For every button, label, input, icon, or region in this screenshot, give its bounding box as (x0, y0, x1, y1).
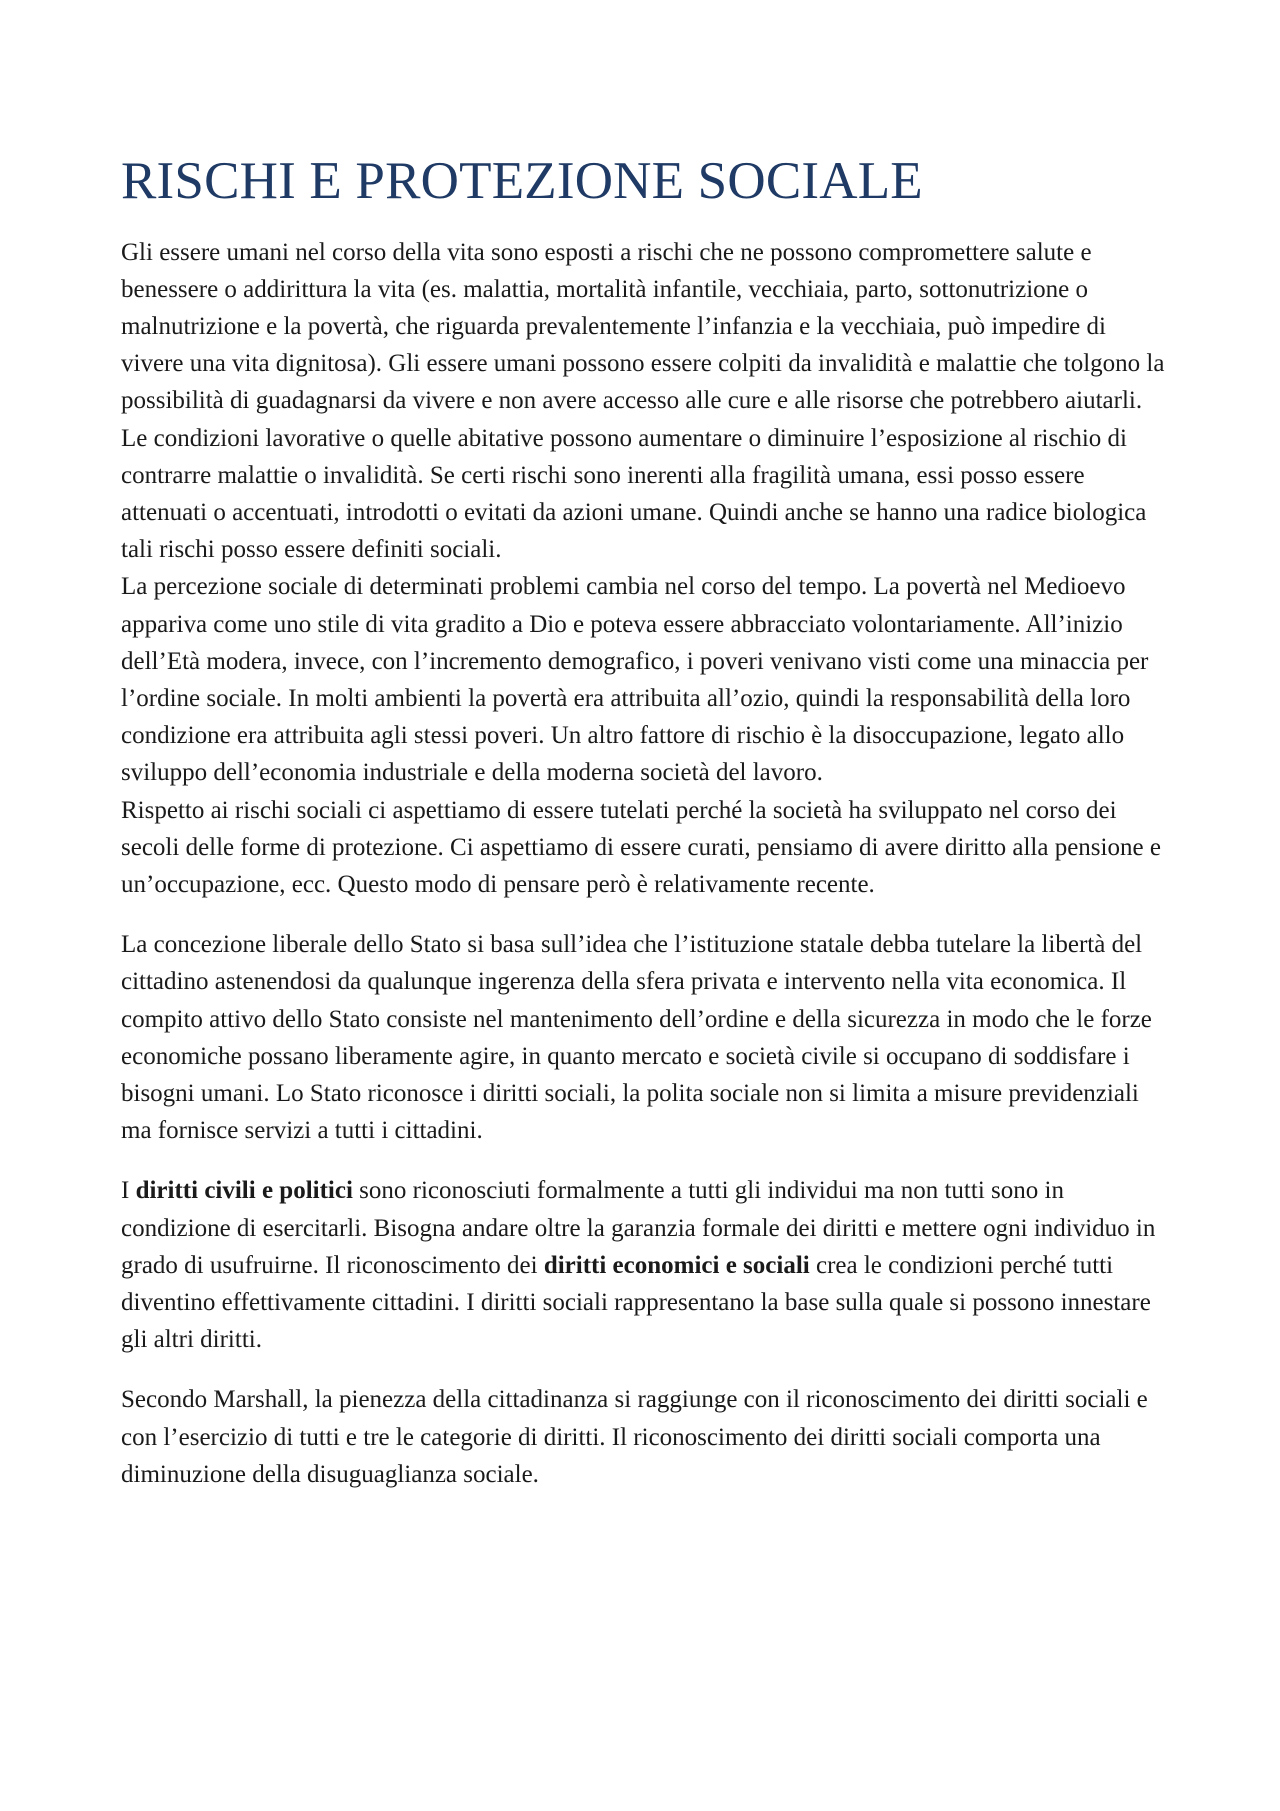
paragraph-diritti-part3: crea le condizioni perché tutti diventino effettivamente cittadini. I diritti sociali rappresentano la base sulla quale si possono innestare gli altri diritti. (121, 1251, 1151, 1354)
paragraph-rischi: Gli essere umani nel corso della vita sono esposti a rischi che ne possono compromettere salute e benessere o addirittura la vita (es. malattia, mortalità infantile, vecchiaia, parto, sottonutrizione o malnutrizione e la povertà, che riguarda prevalentemente l’infanzia e la vecchiaia, può impedire di vivere una vita dignitosa). Gli essere umani possono essere colpiti da invalidità e malattie che tolgono la possibilità di guadagnarsi da vivere e non avere accesso alle cure e alle risorse che potrebbero aiutarli. Le condizioni lavorative o quelle abitative possono aumentare o diminuire l’esposizione al rischio di contrarre malattie o invalidità. Se certi rischi sono inerenti alla fragilità umana, essi posso essere attenuati o accentuati, introdotti o evitati da azioni umane. Quindi anche se hanno una radice biologica tali rischi posso essere definiti sociali. (121, 238, 1165, 564)
paragraph-diritti (121, 1172, 1171, 1358)
bold-diritti-civili: diritti civili e politici (135, 1177, 353, 1205)
page-title: RISCHI E PROTEZIONE SOCIALE (121, 152, 923, 210)
paragraph-diritti-part2: sono riconosciuti formalmente a tutti gli individui ma non tutti sono in condizione di esercitarli. Bisogna andare oltre la garanzia formale dei diritti e mettere ogni individuo in grado di usufruirne. Il riconoscimento dei (121, 1177, 1156, 1279)
paragraph-marshall: Secondo Marshall, la pienezza della cittadinanza si raggiunge con il riconoscimento dei diritti sociali e con l’esercizio di tutti e tre le categorie di diritti. Il riconoscimento dei diritti sociali comporta una diminuzione della disuguaglianza sociale. (121, 1386, 1148, 1488)
document-page (121, 150, 1171, 1493)
paragraph-percezione: La percezione sociale di determinati problemi cambia nel corso del tempo. La povertà nel Medioevo appariva come uno stile di vita gradito a Dio e poteva essere abbracciato volontariamente. All’inizio dell’Età modera, invece, con l’incremento demografico, i poveri venivano visti come una minaccia per l’ordine sociale. In molti ambienti la povertà era attribuita all’ozio, quindi la responsabilità della loro condizione era attribuita agli stessi poveri. Un altro fattore di rischio è la disoccupazione, legato allo sviluppo dell’economia industriale e della moderna società del lavoro. (121, 573, 1149, 787)
paragraph-stato-liberale: La concezione liberale dello Stato si basa sull’idea che l’istituzione statale debba tutelare la libertà del cittadino astenendosi da qualunque ingerenza della sfera privata e intervento nella vita economica. Il compito attivo dello Stato consiste nel mantenimento dell’ordine e della sicurezza in modo che le forze economiche possano liberamente agire, in quanto mercato e società civile si occupano di soddisfare i bisogni umani. Lo Stato riconosce i diritti sociali, la polita sociale non si limita a misure previdenziali ma fornisce servizi a tutti i cittadini. (121, 931, 1152, 1145)
bold-diritti-economici: diritti economici e sociali (543, 1251, 810, 1279)
paragraph-tutela: Rispetto ai rischi sociali ci aspettiamo di essere tutelati perché la società ha sviluppato nel corso dei secoli delle forme di protezione. Ci aspettiamo di essere curati, pensiamo di avere diritto alla pensione e un’occupazione, ecc. Questo modo di pensare però è relativamente recente. (121, 796, 1161, 899)
paragraph-diritti-part1: I (121, 1177, 136, 1205)
